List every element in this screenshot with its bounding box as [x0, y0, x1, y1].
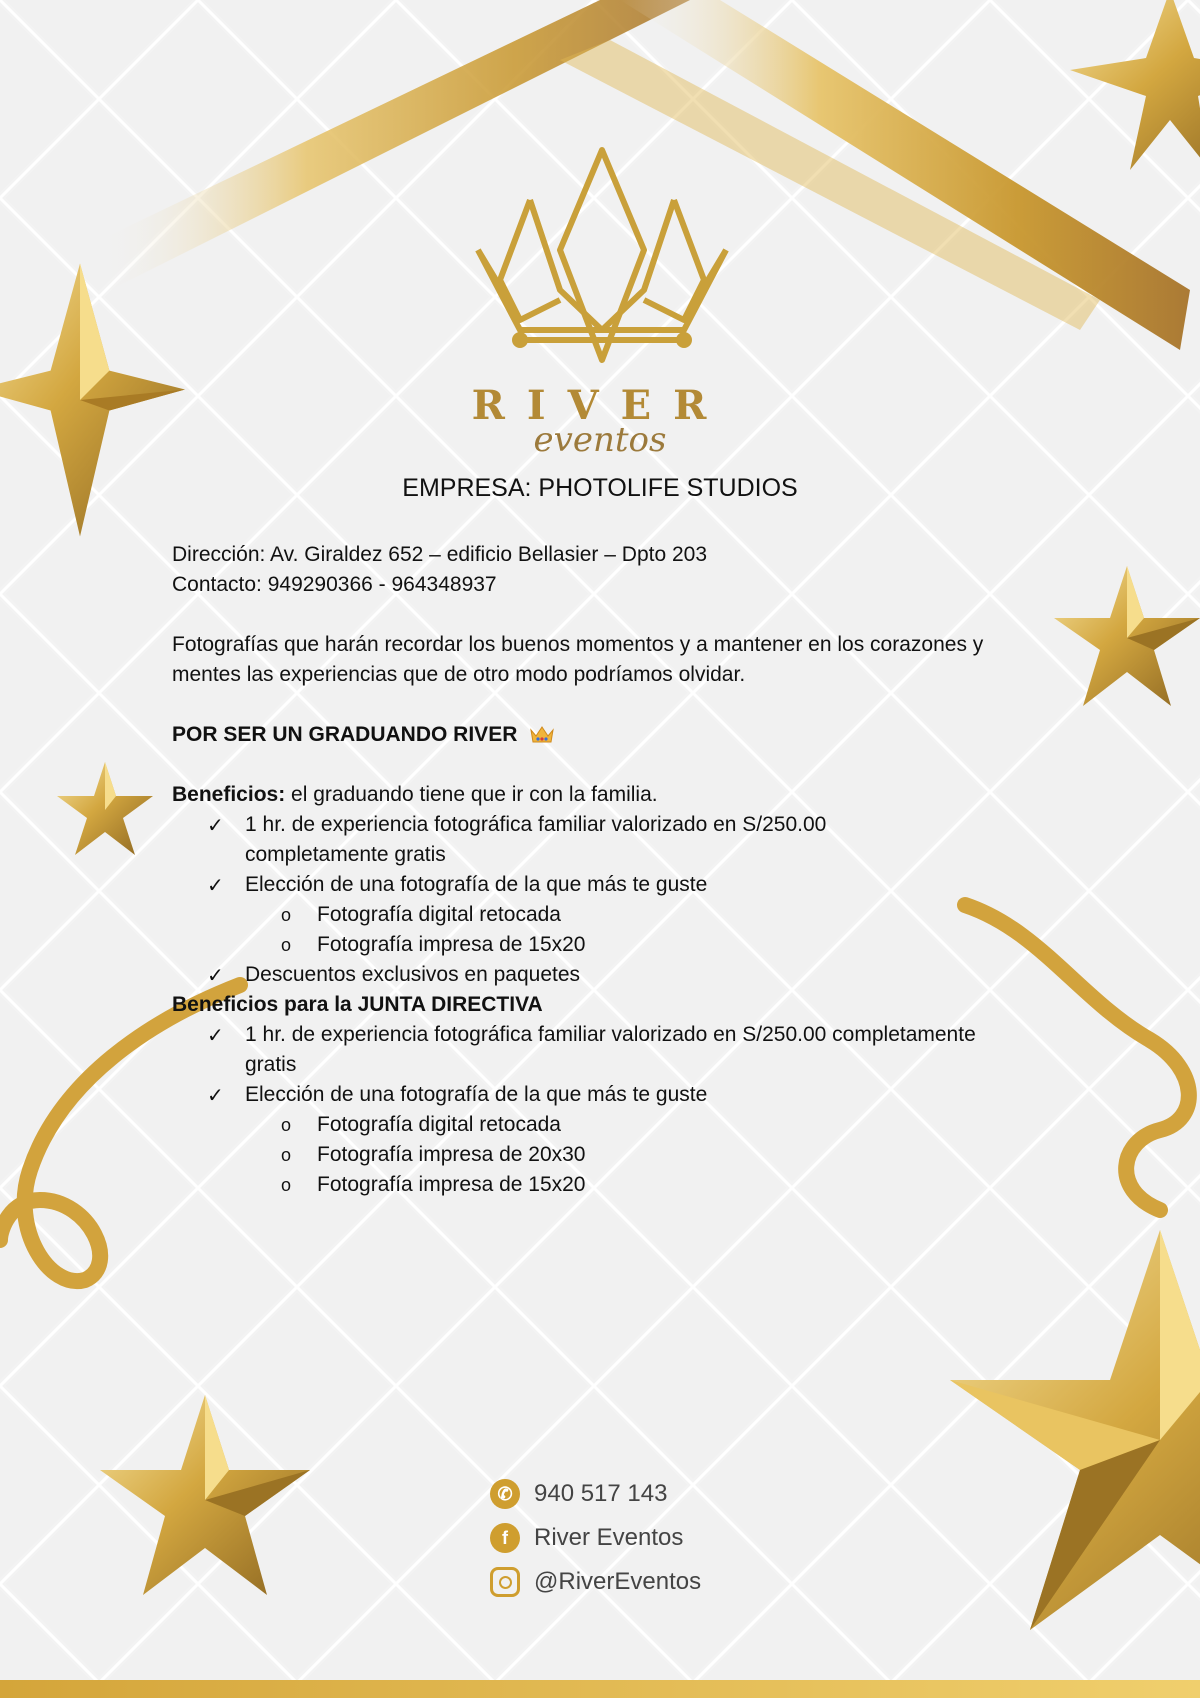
- list-item: [281, 1170, 1072, 1200]
- list-item: [207, 810, 1072, 870]
- address-line: Dirección: Av. Giraldez 652 – edificio Bellasier – Dpto 203: [172, 543, 708, 566]
- board-2-sub-2: Fotografía impresa de 20x30: [317, 1143, 586, 1166]
- page-title: EMPRESA: PHOTOLIFE STUDIOS: [402, 474, 798, 502]
- benefits-list: [172, 810, 1072, 990]
- list-item: [207, 960, 1072, 990]
- whatsapp-icon: ✆: [490, 1479, 520, 1509]
- board-heading: Beneficios para la JUNTA DIRECTIVA: [172, 993, 543, 1016]
- circle-bullet-icon: o: [281, 1145, 292, 1165]
- list-item: [207, 1080, 1072, 1200]
- benefits-intro: [172, 780, 1072, 810]
- board-1-line-2: gratis: [245, 1053, 297, 1076]
- instagram-contact[interactable]: [490, 1560, 810, 1604]
- benefit-3: Descuentos exclusivos en paquetes: [245, 963, 581, 986]
- check-icon: ✓: [207, 963, 224, 987]
- list-item: [281, 1140, 1072, 1170]
- board-2-sub-1: Fotografía digital retocada: [317, 1113, 561, 1136]
- promo-heading: [172, 720, 1072, 750]
- promo-text: POR SER UN GRADUANDO RIVER: [172, 723, 518, 746]
- benefit-2: Elección de una fotografía de la que más te guste: [245, 873, 708, 896]
- board-list: [172, 1020, 1072, 1200]
- benefits-intro-text: el graduando tiene que ir con la familia.: [285, 783, 658, 806]
- board-1-line-1: 1 hr. de experiencia fotográfica familiar valorizado en S/250.00 completamente: [245, 1023, 976, 1046]
- benefit-1-line-2: completamente gratis: [245, 843, 446, 866]
- description-line-1: Fotografías que harán recordar los buenos momentos y a mantener en los corazones y: [172, 633, 984, 656]
- facebook-contact[interactable]: [490, 1516, 810, 1560]
- list-item: [281, 900, 1072, 930]
- facebook-name: River Eventos: [534, 1524, 684, 1551]
- benefit-2-sub-1: Fotografía digital retocada: [317, 903, 561, 926]
- list-item: [207, 870, 1072, 960]
- benefit-2-sub-2: Fotografía impresa de 15x20: [317, 933, 586, 956]
- list-item: [281, 930, 1072, 960]
- check-icon: ✓: [207, 873, 224, 897]
- circle-bullet-icon: o: [281, 935, 292, 955]
- circle-bullet-icon: o: [281, 1115, 292, 1135]
- logo-subtitle: eventos: [533, 420, 667, 460]
- list-item: [207, 1020, 1072, 1080]
- description-line-2: mentes las experiencias que de otro modo podríamos olvidar.: [172, 663, 746, 686]
- footer-contacts: [490, 1472, 810, 1604]
- board-2-sub-3: Fotografía impresa de 15x20: [317, 1173, 586, 1196]
- benefit-2-sublist: [245, 900, 1072, 960]
- logo-name: RIVER: [471, 382, 729, 429]
- board-2: Elección de una fotografía de la que más te guste: [245, 1083, 708, 1106]
- list-item: [281, 1110, 1072, 1140]
- instagram-icon: [490, 1567, 520, 1597]
- check-icon: ✓: [207, 813, 224, 837]
- circle-bullet-icon: o: [281, 1175, 292, 1195]
- whatsapp-contact[interactable]: [490, 1472, 810, 1516]
- circle-bullet-icon: o: [281, 905, 292, 925]
- instagram-handle: @RiverEventos: [534, 1568, 702, 1595]
- benefit-1-line-1: 1 hr. de experiencia fotográfica familiar valorizado en S/250.00: [245, 813, 827, 836]
- check-icon: ✓: [207, 1023, 224, 1047]
- benefits-label: Beneficios:: [172, 783, 286, 806]
- check-icon: ✓: [207, 1083, 224, 1107]
- board-2-sublist: [245, 1110, 1072, 1200]
- document-body: [172, 540, 1072, 1200]
- whatsapp-number: 940 517 143: [534, 1480, 668, 1507]
- facebook-icon: f: [490, 1523, 520, 1553]
- crown-icon: [529, 724, 555, 744]
- contact-line: Contacto: 949290366 - 964348937: [172, 573, 497, 596]
